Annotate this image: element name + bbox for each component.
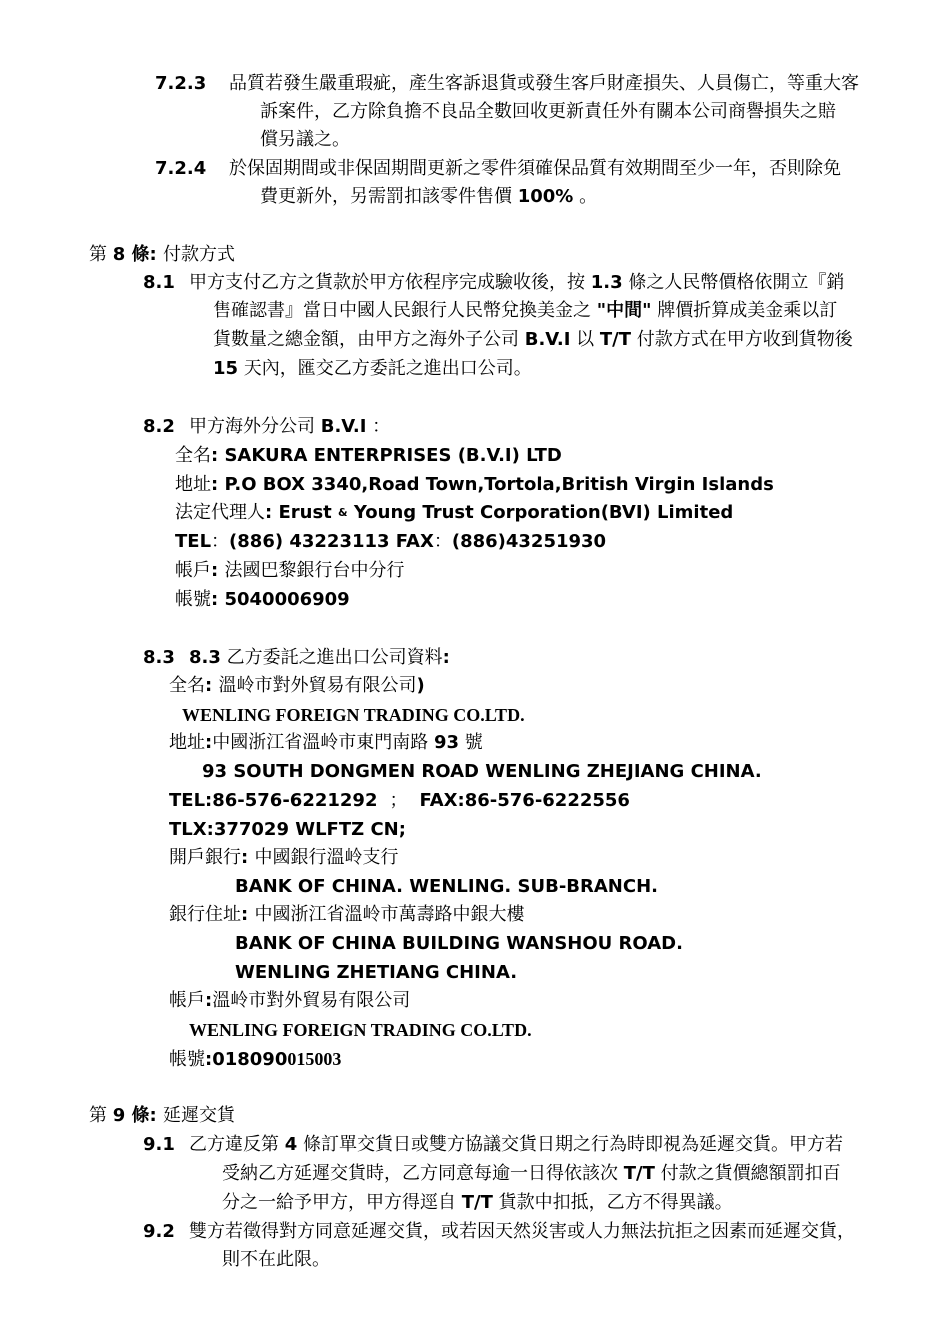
clause-7-2-4-line-1 xyxy=(155,155,841,183)
separator: ： xyxy=(211,531,230,552)
trader-bank-row xyxy=(169,844,398,872)
trader-account-number-row xyxy=(169,1045,341,1073)
field-value: 中國浙江省溫岭市東門南路 xyxy=(212,732,434,753)
clause-text: 甲方海外分公司 xyxy=(189,416,321,437)
clause-text: 以 xyxy=(570,329,600,350)
bvi-account-number-row xyxy=(175,586,350,614)
field-label: TEL xyxy=(175,531,212,552)
clause-text: 品質若發生嚴重瑕疵，產生客訴退貨或發生客戶財產損失、人員傷亡，等重大客 xyxy=(229,73,859,94)
clause-text: 償另議之。 xyxy=(260,129,350,150)
article-prefix: 第 xyxy=(89,244,113,265)
separator: : xyxy=(205,990,213,1011)
article-suffix: 條: xyxy=(125,244,163,265)
clause-8-3-heading xyxy=(143,644,450,672)
clause-text: 售確認書』當日中國人民銀行人民幣兌換美金之 xyxy=(213,300,597,321)
field-label: 全名 xyxy=(175,445,211,466)
ampersand: & xyxy=(338,506,348,519)
fax-value: FAX:86-576-6222556 xyxy=(419,790,630,811)
field-value: WENLING FOREIGN TRADING CO.LTD. xyxy=(189,1020,532,1040)
field-label: 地址 xyxy=(175,474,211,495)
trader-address-row xyxy=(169,729,483,757)
field-value: WENLING FOREIGN TRADING CO.LTD. xyxy=(182,705,525,725)
clause-text: 受納乙方延遲交貨時，乙方同意每逾一日得依該次 xyxy=(222,1163,624,1184)
clause-number: 9.2 xyxy=(143,1221,175,1242)
clause-text: 訴案件，乙方除負擔不良品全數回收更新責任外有關本公司商譽損失之賠 xyxy=(260,101,836,122)
field-value: : SAKURA ENTERPRISES (B.V.I) LTD xyxy=(211,445,562,466)
telex-value: TLX:377029 WLFTZ CN; xyxy=(169,819,406,840)
street-number: 93 xyxy=(433,732,459,753)
field-value: WENLING ZHETIANG CHINA. xyxy=(235,962,518,983)
field-label: 銀行住址 xyxy=(169,904,241,925)
separator: : xyxy=(241,904,255,925)
field-value: BANK OF CHINA BUILDING WANSHOU ROAD. xyxy=(235,933,683,954)
clause-7-2-3-line-3 xyxy=(260,126,350,154)
article-number: 9 xyxy=(112,1105,126,1126)
separator: : xyxy=(205,1049,213,1070)
clause-text: 付款之貨價總額罰扣百 xyxy=(654,1163,841,1184)
field-value: : P.O BOX 3340,Road Town,Tortola,British Virgin Islands xyxy=(211,474,774,495)
clause-text: 則不在此限。 xyxy=(222,1249,330,1270)
clause-text: 天內，匯交乙方委託之進出口公司。 xyxy=(238,358,532,379)
field-label: 帳號 xyxy=(175,589,211,610)
clause-text: 分之一給予甲方，甲方得逕自 xyxy=(222,1192,462,1213)
article-8-heading xyxy=(89,241,235,269)
clause-9-2-line-1 xyxy=(143,1218,855,1246)
clause-text: 費更新外，另需罰扣該零件售價 xyxy=(260,186,518,207)
clause-8-1-line-2 xyxy=(213,297,837,325)
clause-9-1-line-2 xyxy=(222,1160,841,1188)
clause-9-1-line-1 xyxy=(143,1131,843,1159)
article-9-heading xyxy=(89,1102,235,1130)
payment-method: T/T xyxy=(599,329,632,350)
clause-9-2-line-2 xyxy=(222,1246,330,1274)
clause-quote: "中間" xyxy=(596,300,652,321)
field-label: 開戶銀行 xyxy=(169,847,241,868)
clause-text: 貨數量之總金額，由甲方之海外子公司 xyxy=(213,329,525,350)
clause-number-repeat: 8.3 xyxy=(189,647,221,668)
separator: : xyxy=(211,560,225,581)
separator: : xyxy=(205,675,219,696)
trader-bank-address-english-1 xyxy=(235,930,683,958)
field-value: : Erust xyxy=(265,502,339,523)
company-code: B.V.I xyxy=(320,416,367,437)
trader-account-row xyxy=(169,987,410,1015)
clause-8-1-line-4 xyxy=(213,355,532,383)
trader-account-english xyxy=(189,1016,532,1044)
trader-bank-english xyxy=(235,873,658,901)
clause-number: 8.2 xyxy=(143,416,175,437)
clause-text: 雙方若徵得對方同意延遲交貨，或若因天然災害或人力無法抗拒之因素而延遲交貨， xyxy=(189,1221,855,1242)
payment-method: T/T xyxy=(461,1192,493,1213)
trader-tel-fax-row xyxy=(169,787,630,815)
separator: ； xyxy=(389,790,408,811)
field-value: 溫岭市對外貿易有限公司 xyxy=(212,990,411,1011)
field-label: 帳戶 xyxy=(175,560,211,581)
clause-text: 。 xyxy=(573,186,598,207)
field-value: 號 xyxy=(459,732,483,753)
separator: : xyxy=(442,647,450,668)
field-label: 帳號 xyxy=(169,1049,205,1070)
account-number-part: 015003 xyxy=(287,1049,342,1069)
separator: : xyxy=(205,732,213,753)
field-value: 93 SOUTH DONGMEN ROAD WENLING ZHEJIANG CHINA. xyxy=(202,761,762,782)
company-code: B.V.I xyxy=(524,329,571,350)
clause-8-2-heading xyxy=(143,413,390,441)
clause-7-2-3-line-2 xyxy=(260,98,836,126)
bvi-name-row xyxy=(175,442,562,470)
field-label: 帳戶 xyxy=(169,990,205,1011)
field-value: BANK OF CHINA. WENLING. SUB-BRANCH. xyxy=(235,876,658,897)
article-suffix: 條: xyxy=(125,1105,163,1126)
trader-address-english xyxy=(202,758,762,786)
article-title: 付款方式 xyxy=(163,244,235,265)
clause-text: 貨款中扣抵，乙方不得異議。 xyxy=(492,1192,733,1213)
field-value: Young Trust Corporation(BVI) Limited xyxy=(347,502,734,523)
article-prefix: 第 xyxy=(89,1105,113,1126)
payment-method: T/T xyxy=(623,1163,655,1184)
clause-9-1-line-3 xyxy=(222,1189,733,1217)
clause-8-1-line-1 xyxy=(143,269,844,297)
field-label: 全名 xyxy=(169,675,205,696)
article-number: 8 xyxy=(112,244,126,265)
trader-name-row xyxy=(169,672,425,700)
tel-value: TEL:86-576-6221292 xyxy=(169,790,378,811)
separator: : xyxy=(241,847,255,868)
field-value: (886)43251930 xyxy=(451,531,607,552)
clause-number: 8.3 xyxy=(143,647,175,668)
clause-ref: 4 xyxy=(284,1134,298,1155)
clause-text: 牌價折算成美金乘以訂 xyxy=(651,300,838,321)
trader-telex-row xyxy=(169,816,406,844)
clause-text: 條之人民幣價格依開立『銷 xyxy=(622,272,845,293)
clause-number: 9.1 xyxy=(143,1134,175,1155)
clause-7-2-4-line-2 xyxy=(260,183,597,211)
article-title: 延遲交貨 xyxy=(163,1105,235,1126)
trader-bank-address-english-2 xyxy=(235,959,517,987)
bvi-agent-row xyxy=(175,499,733,527)
trader-bank-address-row xyxy=(169,901,524,929)
clause-7-2-3-line-1 xyxy=(155,70,859,98)
account-number-part: 018090 xyxy=(212,1049,288,1070)
trader-name-english xyxy=(182,701,525,729)
clause-text: 乙方違反第 xyxy=(189,1134,285,1155)
clause-text: 付款方式在甲方收到貨物後 xyxy=(631,329,853,350)
field-value: 法國巴黎銀行台中分行 xyxy=(224,560,405,581)
clause-text: 乙方委託之進出口公司資料 xyxy=(220,647,443,668)
clause-number: 7.2.4 xyxy=(155,158,207,179)
clause-ref: 1.3 xyxy=(590,272,623,293)
bvi-tel-fax-row xyxy=(175,528,606,556)
field-value: 中國浙江省溫岭市萬壽路中銀大樓 xyxy=(254,904,525,925)
paren: ) xyxy=(416,675,425,696)
field-value: : 5040006909 xyxy=(211,589,350,610)
bvi-account-row xyxy=(175,557,404,585)
field-label: 法定代理人 xyxy=(175,502,265,523)
clause-number: 8.1 xyxy=(143,272,175,293)
field-value: 中國銀行溫岭支行 xyxy=(254,847,399,868)
days-value: 15 xyxy=(213,358,239,379)
clause-text: ： xyxy=(366,416,391,437)
clause-text: 於保固期間或非保固期間更新之零件須確保品質有效期間至少一年，否則除免 xyxy=(229,158,841,179)
clause-number: 7.2.3 xyxy=(155,73,207,94)
field-value: (886) 43223113 FAX xyxy=(229,531,434,552)
clause-8-1-line-3 xyxy=(213,326,853,354)
field-value: 溫岭市對外貿易有限公司 xyxy=(218,675,417,696)
field-label: 地址 xyxy=(169,732,205,753)
clause-text: 條訂單交貨日或雙方協議交貨日期之行為時即視為延遲交貨。甲方若 xyxy=(297,1134,843,1155)
percent-value: 100% xyxy=(517,186,574,207)
clause-text: 甲方支付乙方之貨款於甲方依程序完成驗收後，按 xyxy=(189,272,591,293)
bvi-address-row xyxy=(175,471,774,499)
separator: ： xyxy=(433,531,452,552)
